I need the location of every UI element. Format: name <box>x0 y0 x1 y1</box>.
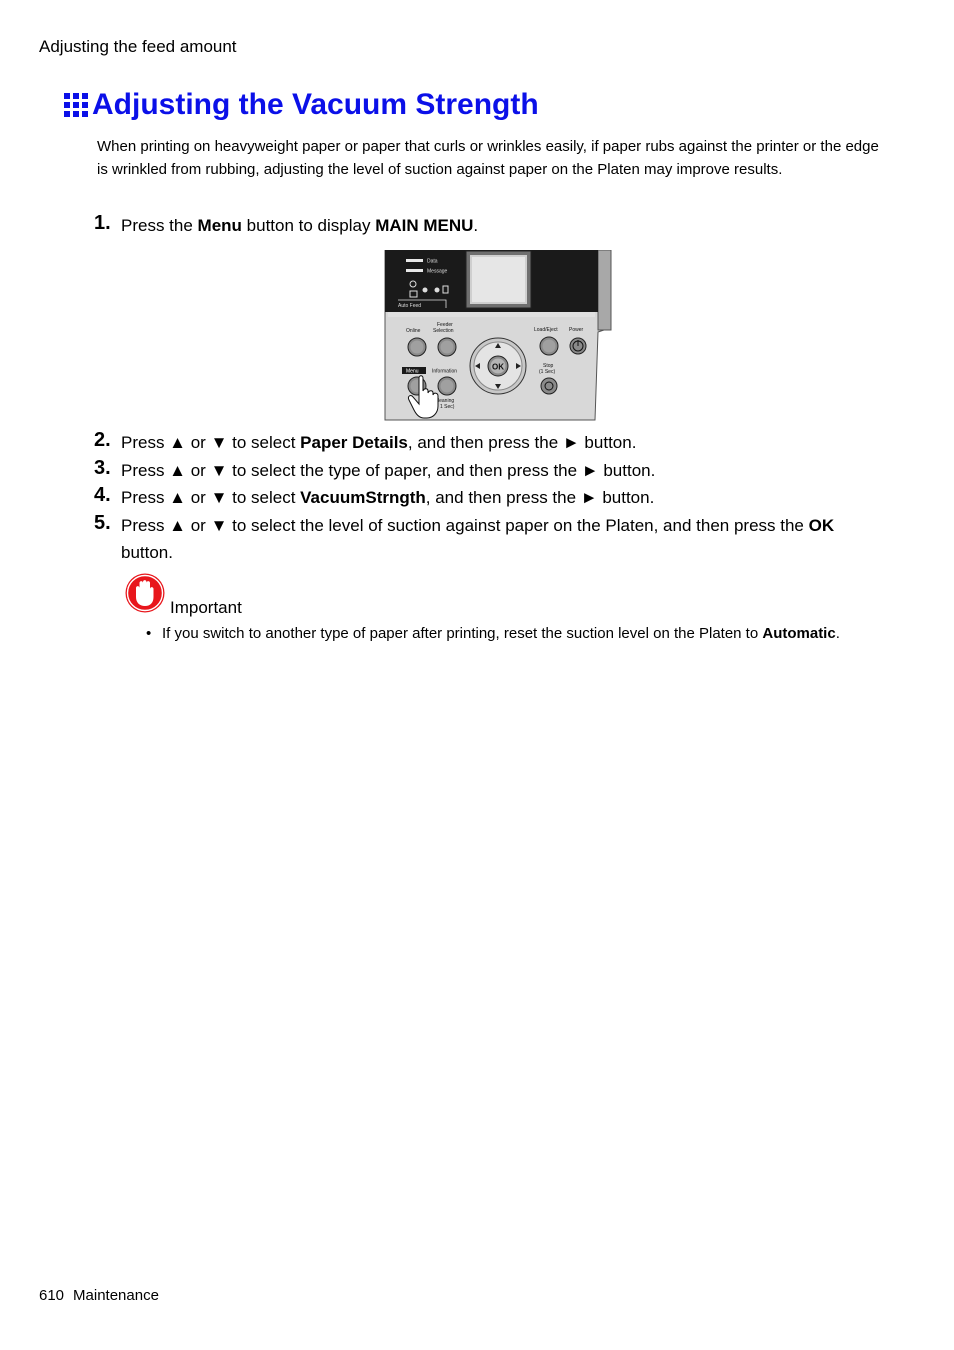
step-text: Press ▲ or ▼ to select <box>121 488 301 507</box>
menu-term: Menu <box>197 216 242 235</box>
step-text: Press the <box>121 216 198 235</box>
note-text: . <box>835 625 840 642</box>
main-menu-term: MAIN MENU <box>375 216 474 235</box>
paper-details-term: Paper Details <box>300 433 408 452</box>
control-panel-illustration <box>384 250 613 423</box>
step-1 <box>94 212 874 239</box>
important-note-item <box>146 624 926 644</box>
step-2 <box>94 429 874 456</box>
step-3 <box>94 457 874 484</box>
menu-label: Menu <box>406 368 419 375</box>
step-number: 4. <box>94 484 111 506</box>
step-5 <box>94 512 874 566</box>
section-title-text: Adjusting the Vacuum Strength <box>92 88 539 121</box>
data-lamp <box>406 259 423 262</box>
feeder-selection-button[interactable] <box>438 338 456 356</box>
step-number: 2. <box>94 429 111 451</box>
information-button[interactable] <box>438 377 456 395</box>
bullet-icon: • <box>146 625 152 642</box>
power-button[interactable] <box>570 338 586 354</box>
vacuumstrngth-term: VacuumStrngth <box>300 488 426 507</box>
sheet-lamp-icon <box>435 288 440 293</box>
step-text: , and then press the ► button. <box>425 488 655 507</box>
step-text: Press ▲ or ▼ to select <box>121 433 301 452</box>
feeder-label-2: Selection <box>433 328 454 334</box>
ok-label: OK <box>492 362 504 372</box>
grid-bullet-icon <box>64 93 88 117</box>
cleaning-label-1: leaning <box>438 398 455 404</box>
section-title <box>64 88 539 122</box>
feeder-label-1: Feeder <box>437 322 453 328</box>
automatic-term: Automatic <box>762 625 836 642</box>
ok-term: OK <box>808 516 835 535</box>
step-4 <box>94 484 874 511</box>
step-number: 3. <box>94 457 111 479</box>
online-label: Online <box>406 328 421 334</box>
power-label: Power <box>569 327 584 333</box>
important-hand-icon <box>124 572 166 614</box>
load-eject-label: Load/Eject <box>534 327 558 333</box>
data-label: Data <box>427 258 438 265</box>
step-text: Press ▲ or ▼ to select the type of paper, and then press the ► button. <box>121 461 656 480</box>
cleaning-label-2: 1 Sec) <box>440 404 455 410</box>
stop-label-2: (1 Sec) <box>539 369 556 375</box>
roll-lamp-icon <box>423 288 428 293</box>
information-label: Information <box>432 368 458 375</box>
step-text: , and then press the ► button. <box>407 433 637 452</box>
stop-button[interactable] <box>541 378 557 394</box>
step-number: 1. <box>94 212 111 234</box>
intro-paragraph: When printing on heavyweight paper or paper that curls or wrinkles easily, if paper rubs against the printer or the edge is wrinkled from rubbing, adjusting the level of suction against paper on the Platen may improve results. <box>97 138 879 178</box>
message-label: Message <box>427 268 448 275</box>
page-number: 610 <box>39 1287 65 1304</box>
step-text: button to display <box>241 216 376 235</box>
stop-label-1: Stop <box>543 363 554 369</box>
auto-feed-label: Auto Feed <box>398 303 422 309</box>
note-text: If you switch to another type of paper after printing, reset the suction level on the Platen to <box>162 625 763 642</box>
page-footer <box>39 1287 159 1304</box>
step-text: button. <box>121 543 173 562</box>
step-text: . <box>473 216 479 235</box>
step-text: Press ▲ or ▼ to select the level of suction against paper on the Platen, and then press the <box>121 516 809 535</box>
ok-button[interactable] <box>488 356 508 376</box>
load-eject-button[interactable] <box>540 337 558 355</box>
message-lamp <box>406 269 423 272</box>
running-head: Adjusting the feed amount <box>39 37 237 56</box>
important-label: Important <box>170 598 242 617</box>
step-number: 5. <box>94 512 111 534</box>
footer-section: Maintenance <box>73 1287 159 1304</box>
online-button[interactable] <box>408 338 426 356</box>
